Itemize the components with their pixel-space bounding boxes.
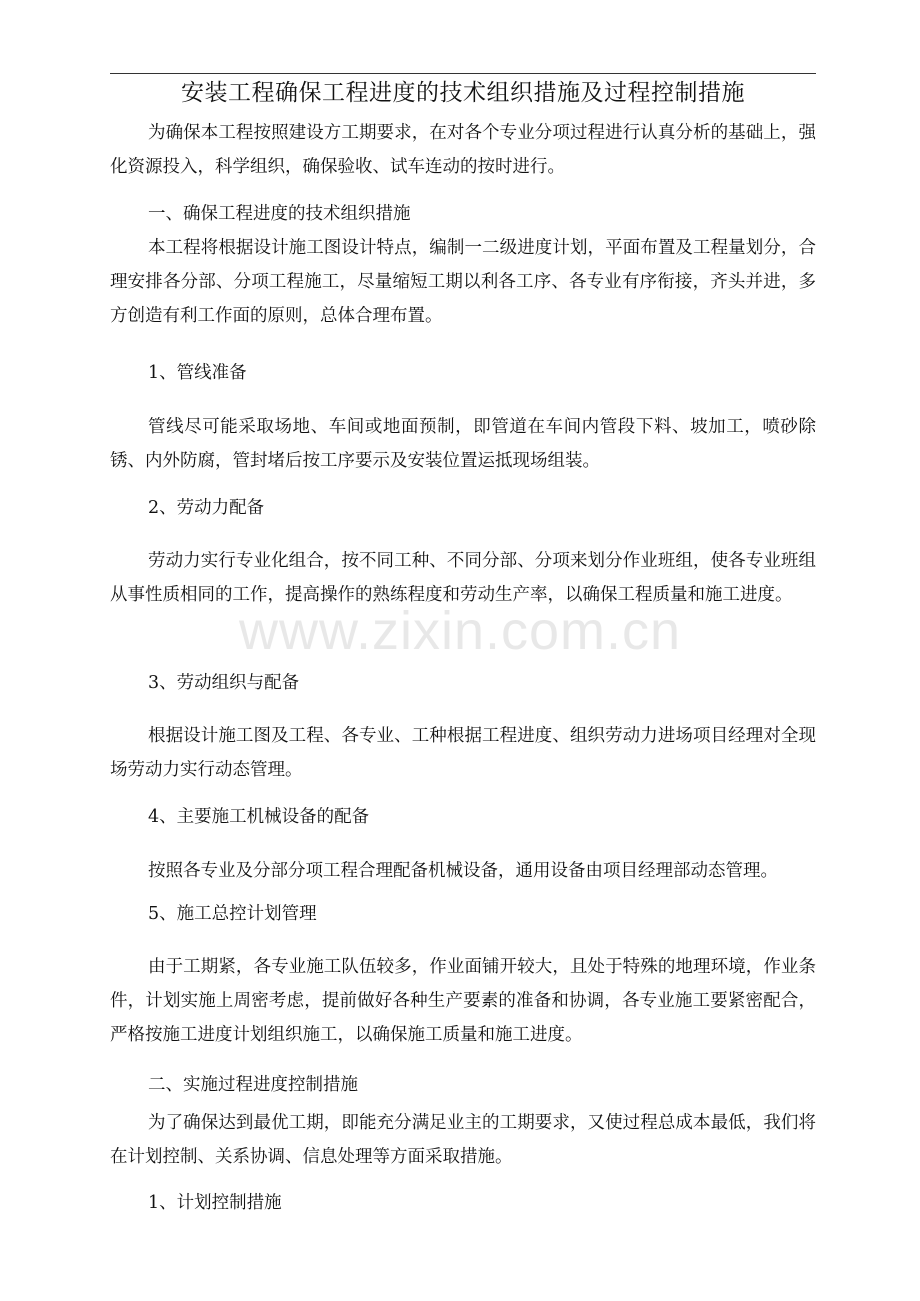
pipeline-prep-paragraph: 管线尽可能采取场地、车间或地面预制，即管道在车间内管段下料、坡加工，喷砂除锈、内外防腐，管封堵后按工序要示及安装位置运抵现场组装。 (110, 417, 816, 471)
header-rule (110, 73, 816, 74)
page-title: 安装工程确保工程进度的技术组织措施及过程控制措施 (181, 80, 745, 106)
subheading-machinery: 4、主要施工机械设备的配备 (148, 807, 370, 827)
subheading-master-plan: 5、施工总控计划管理 (148, 904, 317, 924)
section-2-paragraph: 为了确保达到最优工期，即能充分满足业主的工期要求，又使过程总成本最低，我们将在计划控制、关系协调、信息处理等方面采取措施。 (110, 1113, 816, 1167)
intro-paragraph: 为确保本工程按照建设方工期要求，在对各个专业分项过程进行认真分析的基础上，强化资源投入，科学组织，确保验收、试车连动的按时进行。 (110, 123, 816, 177)
section-heading-2: 二、实施过程进度控制措施 (148, 1075, 358, 1095)
subheading-pipeline-prep: 1、管线准备 (148, 363, 247, 383)
subheading-labor-organization: 3、劳动组织与配备 (148, 673, 300, 693)
master-plan-paragraph: 由于工期紧，各专业施工队伍较多，作业面铺开较大，且处于特殊的地理环境，作业条件，计划实施上周密考虑，提前做好各种生产要素的准备和协调，各专业施工要紧密配合，严格按施工进度计划组织施工，以确保施工质量和施工进度。 (110, 957, 816, 1045)
section-1-paragraph: 本工程将根据设计施工图设计特点，编制一二级进度计划，平面布置及工程量划分，合理安排各分部、分项工程施工，尽量缩短工期以利各工序、各专业有序衔接，齐头并进，多方创造有利工作面的原则，总体合理布置。 (110, 238, 816, 326)
labor-allocation-paragraph: 劳动力实行专业化组合，按不同工种、不同分部、分项来划分作业班组，使各专业班组从事性质相同的工作，提高操作的熟练程度和劳动生产率，以确保工程质量和施工进度。 (110, 551, 816, 605)
subheading-labor-allocation: 2、劳动力配备 (148, 498, 265, 518)
section-heading-1: 一、确保工程进度的技术组织措施 (148, 204, 411, 224)
labor-organization-paragraph: 根据设计施工图及工程、各专业、工种根据工程进度、组织劳动力进场项目经理对全现场劳动力实行动态管理。 (110, 726, 816, 780)
watermark: www.zixin.com.cn (238, 601, 682, 661)
subheading-plan-control: 1、计划控制措施 (148, 1193, 282, 1213)
machinery-paragraph: 按照各专业及分部分项工程合理配备机械设备，通用设备由项目经理部动态管理。 (148, 861, 778, 881)
